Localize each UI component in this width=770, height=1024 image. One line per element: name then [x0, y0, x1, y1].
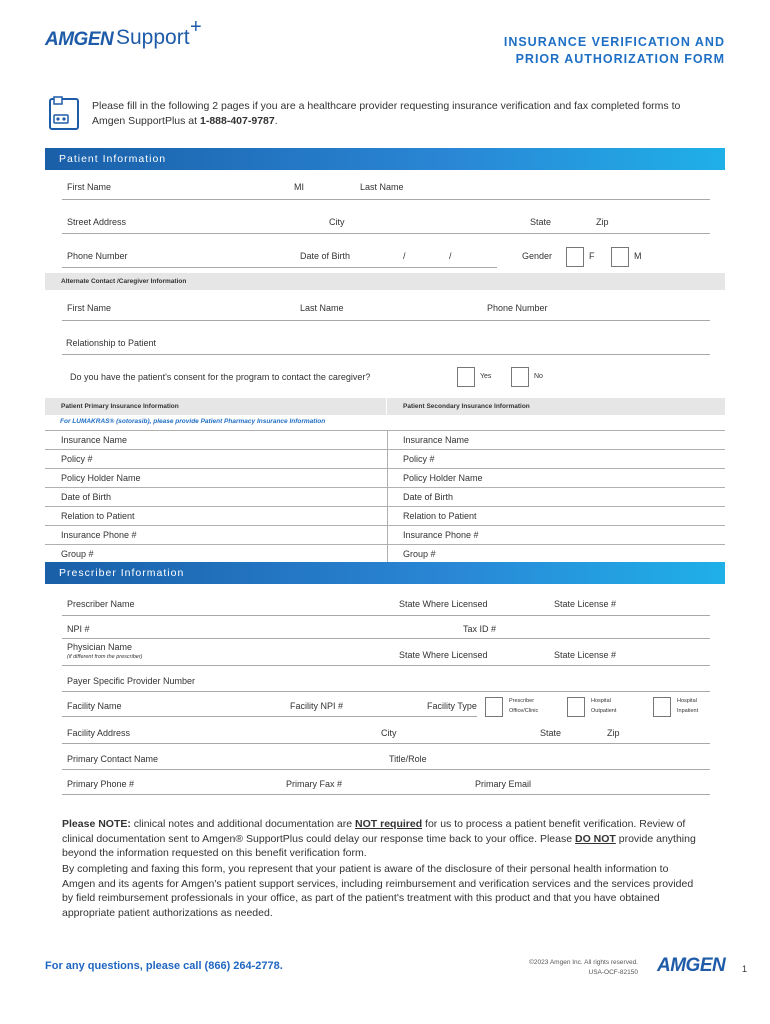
facility-address-label: Facility Address	[67, 728, 131, 738]
consent-yes-checkbox[interactable]	[457, 367, 475, 387]
primary-phone-label: Primary Phone #	[67, 779, 135, 789]
npi-line[interactable]	[62, 638, 710, 639]
insurance-table-row	[45, 488, 725, 507]
opt2-line2: Outpatient	[591, 708, 617, 714]
physician-name-note: (if different from the prescriber)	[67, 654, 143, 660]
insurance-table-row	[45, 431, 725, 450]
primary-insurance-header: Patient Primary Insurance Information	[45, 398, 386, 415]
secondary-insurance-field-label[interactable]: Group #	[403, 549, 436, 559]
caregiver-phone-label: Phone Number	[487, 303, 548, 313]
primary-insurance-field-label[interactable]: Policy Holder Name	[61, 473, 141, 483]
opt3-line2: Inpatient	[677, 708, 699, 714]
gender-male-label: M	[634, 251, 642, 261]
opt2-line1: Hospital	[591, 698, 611, 704]
primary-insurance-field-label[interactable]: Insurance Name	[61, 435, 128, 445]
dob-slash-1: /	[403, 251, 406, 261]
primary-contact-line[interactable]	[62, 769, 710, 770]
patient-state-label: State	[530, 217, 552, 227]
intro-line2	[92, 114, 680, 129]
secondary-insurance-field-label[interactable]: Relation to Patient	[403, 511, 477, 521]
form-title-line2: PRIOR AUTHORIZATION FORM	[515, 52, 725, 66]
patient-zip-label: Zip	[596, 217, 609, 227]
gender-female-label: F	[589, 251, 595, 261]
patient-dob-label: Date of Birth	[300, 251, 351, 261]
intro-line2-suffix: .	[274, 115, 278, 127]
intro-line1: Please fill in the following 2 pages if you are a healthcare provider requesting insurance verification and fax completed forms to	[92, 100, 681, 112]
note-paragraph	[62, 817, 712, 861]
form-title-line1: INSURANCE VERIFICATION AND	[503, 35, 725, 49]
not-required: NOT required	[355, 818, 423, 830]
opt1-line1: Prescriber	[509, 698, 535, 704]
opt3-line1: Hospital	[677, 698, 697, 704]
payer-provider-number-label: Payer Specific Provider Number	[67, 676, 196, 686]
opt1-line2: Office/Clinic	[509, 708, 539, 714]
gender-male-checkbox[interactable]	[611, 247, 629, 267]
npi-label: NPI #	[67, 624, 90, 634]
prescriber-name-label: Prescriber Name	[67, 599, 135, 609]
copyright-block	[480, 958, 638, 978]
facility-option-hospital-outpatient	[591, 696, 616, 716]
copyright-text: ©2023 Amgen Inc. All rights reserved.	[529, 959, 638, 966]
prescriber-state-where-licensed-label: State Where Licensed	[399, 599, 488, 609]
caregiver-last-name-label: Last Name	[300, 303, 344, 313]
amgen-footer-logo: AMGEN	[657, 955, 726, 976]
facility-hospital-inpatient-checkbox[interactable]	[653, 697, 671, 717]
gender-female-checkbox[interactable]	[566, 247, 584, 267]
note-line2-part1: clinical documentation sent to Amgen® SupportPlus could delay our response time back to your office. Please	[62, 832, 575, 845]
facility-name-label: Facility Name	[67, 701, 122, 711]
physician-state-license-label: State License #	[554, 650, 617, 660]
patient-address-line[interactable]	[62, 233, 710, 234]
insurance-column-divider	[387, 431, 388, 450]
consent-no-checkbox[interactable]	[511, 367, 529, 387]
note-label: Please NOTE:	[62, 818, 131, 830]
caregiver-name-line[interactable]	[62, 320, 710, 321]
caregiver-first-name-label: First Name	[67, 303, 112, 313]
consent-no-label: No	[534, 373, 543, 380]
facility-address-line[interactable]	[62, 743, 710, 744]
insurance-column-divider	[387, 469, 388, 488]
prescriber-information-header: Prescriber Information	[45, 562, 725, 584]
lumakras-note: For LUMAKRAS® (sotorasib), please provide Patient Pharmacy Insurance Information	[60, 418, 326, 425]
consent-paragraph	[62, 862, 712, 920]
facility-prescriber-office-checkbox[interactable]	[485, 697, 503, 717]
secondary-insurance-field-label[interactable]: Insurance Name	[403, 435, 470, 445]
form-title	[504, 34, 725, 68]
secondary-insurance-header: Patient Secondary Insurance Information	[387, 398, 725, 415]
note-line2	[62, 832, 712, 847]
patient-street-label: Street Address	[67, 217, 127, 227]
caregiver-relationship-line[interactable]	[62, 354, 710, 355]
insurance-column-divider	[387, 450, 388, 469]
primary-insurance-field-label[interactable]: Insurance Phone #	[61, 530, 137, 540]
title-role-label: Title/Role	[389, 754, 427, 764]
primary-fax-label: Primary Fax #	[286, 779, 343, 789]
note-line2-part2: provide anything	[615, 832, 696, 845]
prescriber-state-license-label: State License #	[554, 599, 617, 609]
physician-name-label: Physician Name	[67, 642, 133, 652]
patient-first-name-label: First Name	[67, 182, 112, 192]
insurance-table-row	[45, 450, 725, 469]
patient-last-name-label: Last Name	[360, 182, 404, 192]
note-part1: clinical notes and additional documentation are	[130, 818, 356, 830]
insurance-table-row	[45, 507, 725, 526]
primary-phone-line[interactable]	[62, 794, 710, 795]
insurance-note-row	[45, 415, 725, 431]
facility-state-label: State	[540, 728, 562, 738]
facility-type-label: Facility Type	[427, 701, 477, 711]
facility-zip-label: Zip	[607, 728, 620, 738]
insurance-table-row	[45, 526, 725, 545]
secondary-insurance-field-label[interactable]: Policy Holder Name	[403, 473, 483, 483]
note-part2: for us to process a patient benefit verification. Review of	[422, 818, 686, 830]
primary-insurance-field-label[interactable]: Group #	[61, 549, 94, 559]
consent-line1: By completing and faxing this form, you represent that your patient is aware of the disclosure of their personal health information to	[62, 863, 669, 875]
intro-text	[92, 99, 680, 129]
caregiver-relationship-label: Relationship to Patient	[66, 338, 157, 348]
secondary-insurance-field-label[interactable]: Date of Birth	[403, 492, 454, 502]
consent-yes-label: Yes	[480, 373, 492, 380]
patient-phone-line[interactable]	[62, 267, 497, 268]
insurance-column-divider	[387, 488, 388, 507]
facility-option-hospital-inpatient	[677, 696, 698, 716]
patient-city-label: City	[329, 217, 345, 227]
intro-line2-prefix: Amgen SupportPlus at	[92, 115, 200, 127]
tax-id-label: Tax ID #	[463, 624, 497, 634]
patient-mi-label: MI	[294, 182, 304, 192]
insurance-column-divider	[387, 526, 388, 545]
primary-insurance-field-label[interactable]: Relation to Patient	[61, 511, 135, 521]
payer-provider-number-line[interactable]	[62, 691, 710, 692]
secondary-insurance-field-label[interactable]: Policy #	[403, 454, 435, 464]
patient-gender-label: Gender	[522, 251, 553, 261]
logo-plus: +	[190, 16, 202, 38]
dob-slash-2: /	[449, 251, 452, 261]
secondary-insurance-field-label[interactable]: Insurance Phone #	[403, 530, 479, 540]
caregiver-header: Alternate Contact /Caregiver Information	[45, 273, 725, 290]
logo-brand: AMGEN	[45, 29, 114, 50]
patient-name-line[interactable]	[62, 199, 710, 200]
clipboard-form-icon	[48, 95, 82, 131]
primary-email-label: Primary Email	[475, 779, 532, 789]
document-code: USA-OCF-82150	[588, 969, 638, 976]
note-line1	[62, 817, 712, 832]
facility-city-label: City	[381, 728, 397, 738]
questions-phone: For any questions, please call (866) 264-2778.	[45, 960, 283, 972]
amgen-support-logo	[45, 16, 215, 54]
physician-name-line[interactable]	[62, 665, 710, 666]
consent-line3: by field reimbursement professionals in your office, as part of the patient's treatment with this product and that you have obtained	[62, 892, 660, 904]
physician-state-where-licensed-label: State Where Licensed	[399, 650, 488, 660]
primary-insurance-field-label[interactable]: Policy #	[61, 454, 93, 464]
logo-support: Support	[116, 26, 190, 49]
fax-number: 1-888-407-9787	[199, 115, 275, 127]
insurance-column-divider	[387, 507, 388, 526]
do-not: DO NOT	[575, 832, 616, 845]
caregiver-consent-question: Do you have the patient's consent for the program to contact the caregiver?	[70, 372, 371, 382]
facility-name-line[interactable]	[62, 716, 477, 717]
facility-hospital-outpatient-checkbox[interactable]	[567, 697, 585, 717]
consent-line2: Amgen and its agents for Amgen's patient support services, including reimbursement and verification services and the services provided	[62, 877, 694, 890]
note-line3: beyond the information requested on this benefit verification form.	[62, 847, 367, 859]
prescriber-name-line[interactable]	[62, 615, 710, 616]
primary-contact-label: Primary Contact Name	[67, 754, 159, 764]
primary-insurance-field-label[interactable]: Date of Birth	[61, 492, 112, 502]
patient-information-header: Patient Information	[45, 148, 725, 170]
facility-npi-label: Facility NPI #	[290, 701, 344, 711]
facility-option-prescriber-office	[509, 696, 538, 716]
consent-line4: appropriate patient authorizations as needed.	[62, 906, 273, 919]
patient-phone-label: Phone Number	[67, 251, 128, 261]
page-number: 1	[742, 964, 748, 974]
insurance-table-row	[45, 469, 725, 488]
